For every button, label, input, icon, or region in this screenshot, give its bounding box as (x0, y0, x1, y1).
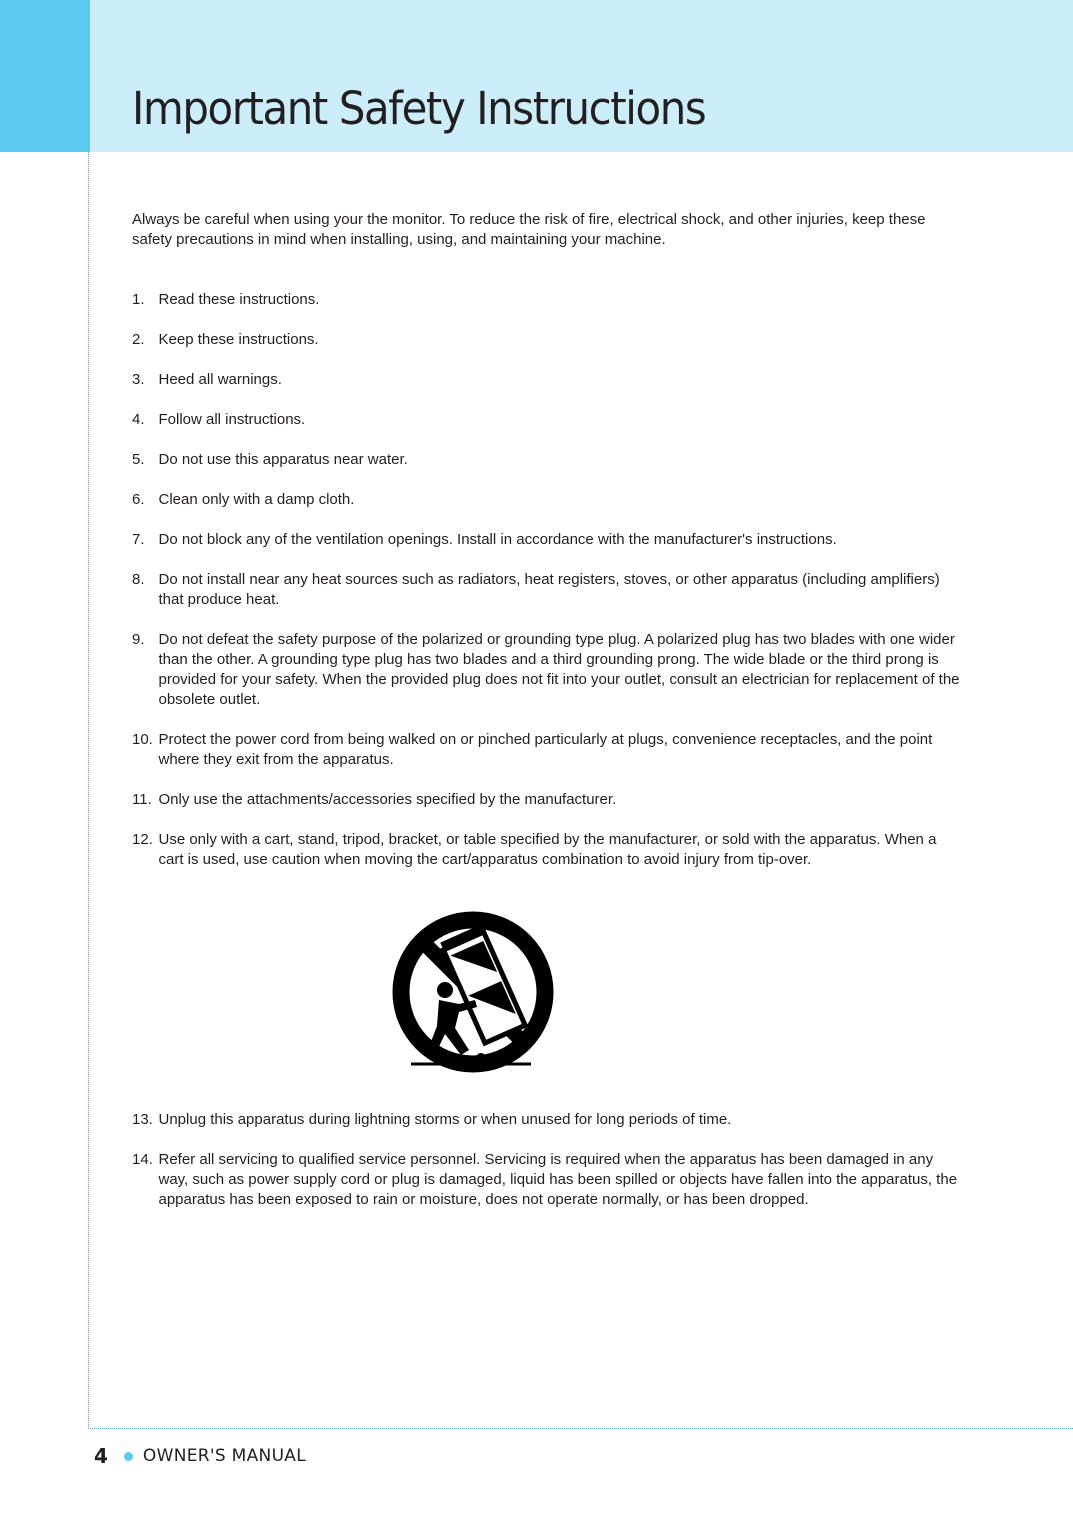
instruction-item-8 (132, 570, 962, 610)
instruction-item-11 (132, 790, 962, 810)
instruction-item-12 (132, 830, 962, 870)
instruction-item-10 (132, 730, 962, 770)
instruction-text: Heed all warnings. (158, 371, 282, 388)
instruction-item-14 (132, 1150, 962, 1210)
instruction-text: Read these instructions. (158, 291, 320, 308)
instruction-number: 4. (132, 411, 145, 428)
instruction-text: Unplug this apparatus during lightning storms or when unused for long periods of time. (158, 1111, 732, 1128)
instruction-text: Use only with a cart, stand, tripod, bracket, or table specified by the manufacturer, or sold with the apparatus. When a cart is used, use caution when moving the cart/apparatus combination to avoid injury from tip-over. (158, 831, 937, 868)
instruction-text: Do not block any of the ventilation openings. Install in accordance with the manufacturer's instructions. (158, 531, 837, 548)
instruction-text: Refer all servicing to qualified service personnel. Servicing is required when the apparatus has been damaged in any way, such as power supply cord or plug is damaged, liquid has been spilled or objects have fallen into the apparatus, the apparatus has been exposed to rain or moisture, does not operate normally, or has been dropped. (158, 1151, 958, 1208)
page-footer (94, 1442, 306, 1470)
page-number: 4 (94, 1444, 108, 1468)
page-title: Important Safety Instructions (132, 82, 706, 135)
instruction-text: Keep these instructions. (158, 331, 319, 348)
instruction-item-2 (132, 330, 962, 350)
instruction-item-13 (132, 1110, 962, 1130)
cart-tip-over-warning-icon (389, 908, 555, 1076)
instruction-item-4 (132, 410, 962, 430)
instruction-number: 8. (132, 571, 145, 588)
instruction-number: 2. (132, 331, 145, 348)
instruction-item-9 (132, 630, 962, 710)
instruction-number: 6. (132, 491, 145, 508)
instruction-number: 10. (132, 731, 153, 748)
left-color-tab (0, 0, 90, 152)
instruction-number: 13. (132, 1111, 153, 1128)
left-margin-dotted-line (88, 152, 89, 1429)
instruction-text: Clean only with a damp cloth. (158, 491, 355, 508)
instruction-item-5 (132, 450, 962, 470)
instruction-number: 11. (132, 791, 152, 808)
instruction-text: Protect the power cord from being walked on or pinched particularly at plugs, convenience receptacles, and the point where they exit from the apparatus. (158, 731, 933, 768)
instruction-number: 12. (132, 831, 153, 848)
instruction-number: 9. (132, 631, 145, 648)
instruction-number: 14. (132, 1151, 153, 1168)
instruction-text: Do not install near any heat sources such as radiators, heat registers, stoves, or other apparatus (including amplifiers) that produce heat. (158, 571, 940, 608)
instruction-item-3 (132, 370, 962, 390)
instruction-number: 1. (132, 291, 145, 308)
footer-manual-label: OWNER'S MANUAL (142, 1446, 307, 1466)
instruction-text: Do not use this apparatus near water. (158, 451, 408, 468)
instruction-number: 5. (132, 451, 145, 468)
instruction-item-6 (132, 490, 962, 510)
instruction-number: 7. (132, 531, 145, 548)
instruction-item-1 (132, 290, 962, 310)
footer-dotted-line (88, 1428, 1073, 1429)
instruction-item-7 (132, 530, 962, 550)
instruction-text: Only use the attachments/accessories specified by the manufacturer. (158, 791, 617, 808)
intro-paragraph: Always be careful when using your the monitor. To reduce the risk of fire, electrical shock, and other injuries, keep these safety precautions in mind when installing, using, and maintaining your machine. (132, 211, 926, 248)
instruction-text: Do not defeat the safety purpose of the polarized or grounding type plug. A polarized plug has two blades with one wider than the other. A grounding type plug has two blades and a third grounding prong. The wide blade or the third prong is provided for your safety. When the provided plug does not fit into your outlet, consult an electrician for replacement of the obsolete outlet. (158, 631, 960, 708)
bullet-dot-icon (124, 1452, 133, 1461)
instruction-text: Follow all instructions. (158, 411, 306, 428)
instruction-number: 3. (132, 371, 145, 388)
